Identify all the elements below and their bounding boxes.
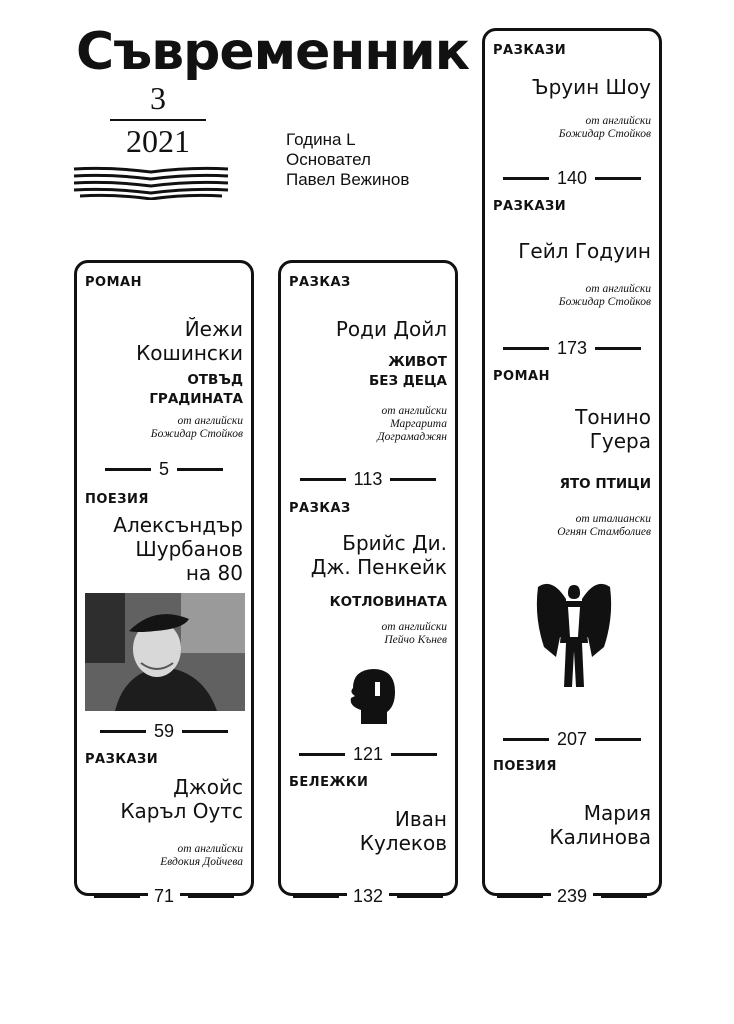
title-life-without-children: ЖИВОТ БЕЗ ДЕЦА — [368, 354, 447, 389]
translator-credit: от английски Евдокия Дойчева — [160, 843, 243, 868]
author-pancake: Брийс Ди. Дж. Пенкейк — [310, 531, 447, 579]
author-godwin: Гейл Годуин — [518, 239, 651, 263]
page-number-59: 59 — [77, 720, 251, 742]
page-number-239: 239 — [482, 885, 662, 907]
section-label-stories: РАЗКАЗИ — [85, 752, 159, 767]
author-kulekov: Иван Кулеков — [359, 807, 447, 855]
author-portrait-photo — [85, 593, 245, 711]
issue-divider — [110, 119, 206, 121]
page-number-113: 113 — [281, 468, 455, 490]
section-label-novel: РОМАН — [85, 275, 142, 290]
issue-year: 2021 — [126, 123, 190, 159]
title-beyond-the-garden: ОТВЪД ГРАДИНАТА — [149, 372, 243, 407]
section-label-story: РАЗКАЗ — [289, 501, 351, 516]
section-label-stories: РАЗКАЗИ — [493, 199, 567, 214]
contents-column-3 — [482, 28, 662, 896]
head-silhouette-icon — [347, 666, 399, 726]
author-oates: Джойс Каръл Оутс — [120, 775, 243, 823]
author-koshinski: Йежи Кошински — [136, 317, 243, 365]
meta-founder-label: Основател — [286, 150, 371, 169]
author-shaw: Ъруин Шоу — [531, 75, 651, 99]
author-kalinova: Мария Калинова — [549, 801, 651, 849]
translator-credit: от английски Божидар Стойков — [558, 115, 651, 140]
title-flock-of-birds: ЯТО ПТИЦИ — [559, 476, 651, 492]
page-number-207: 207 — [485, 728, 659, 750]
section-label-story: РАЗКАЗ — [289, 275, 351, 290]
page-number-140: 140 — [485, 167, 659, 189]
page-number-71: 71 — [74, 885, 254, 907]
title-the-hollow: КОТЛОВИНАТА — [329, 594, 447, 610]
page-number-173: 173 — [485, 337, 659, 359]
translator-credit: от италиански Огнян Стамболиев — [557, 513, 651, 538]
open-book-lines-icon — [72, 166, 230, 200]
meta-founder-name: Павел Вежинов — [286, 170, 410, 189]
author-shurbanov: Алексъндър Шурбанов на 80 — [113, 513, 243, 585]
section-label-poetry: ПОЕЗИЯ — [85, 492, 149, 507]
page-number-121: 121 — [281, 743, 455, 765]
page-number-5: 5 — [77, 458, 251, 480]
author-guerra: Тонино Гуера — [575, 405, 651, 453]
publication-meta — [286, 130, 409, 190]
section-label-poetry: ПОЕЗИЯ — [493, 759, 557, 774]
contents-column-2 — [278, 260, 458, 896]
section-label-notes: БЕЛЕЖКИ — [289, 775, 369, 790]
translator-credit: от английски Пейчо Кънев — [381, 621, 447, 646]
magazine-masthead: Съвременник — [76, 22, 469, 82]
meta-year: Година L — [286, 130, 356, 149]
author-doyle: Роди Дойл — [335, 317, 447, 341]
translator-credit: от английски Маргарита Дограмаджян — [377, 405, 447, 443]
winged-figure-icon — [534, 577, 614, 691]
translator-credit: от английски Божидар Стойков — [558, 283, 651, 308]
translator-credit: от английски Божидар Стойков — [150, 415, 243, 440]
contents-column-1 — [74, 260, 254, 896]
issue-number: 3 — [150, 80, 166, 116]
page-number-132: 132 — [278, 885, 458, 907]
section-label-stories: РАЗКАЗИ — [493, 43, 567, 58]
section-label-novel: РОМАН — [493, 369, 550, 384]
